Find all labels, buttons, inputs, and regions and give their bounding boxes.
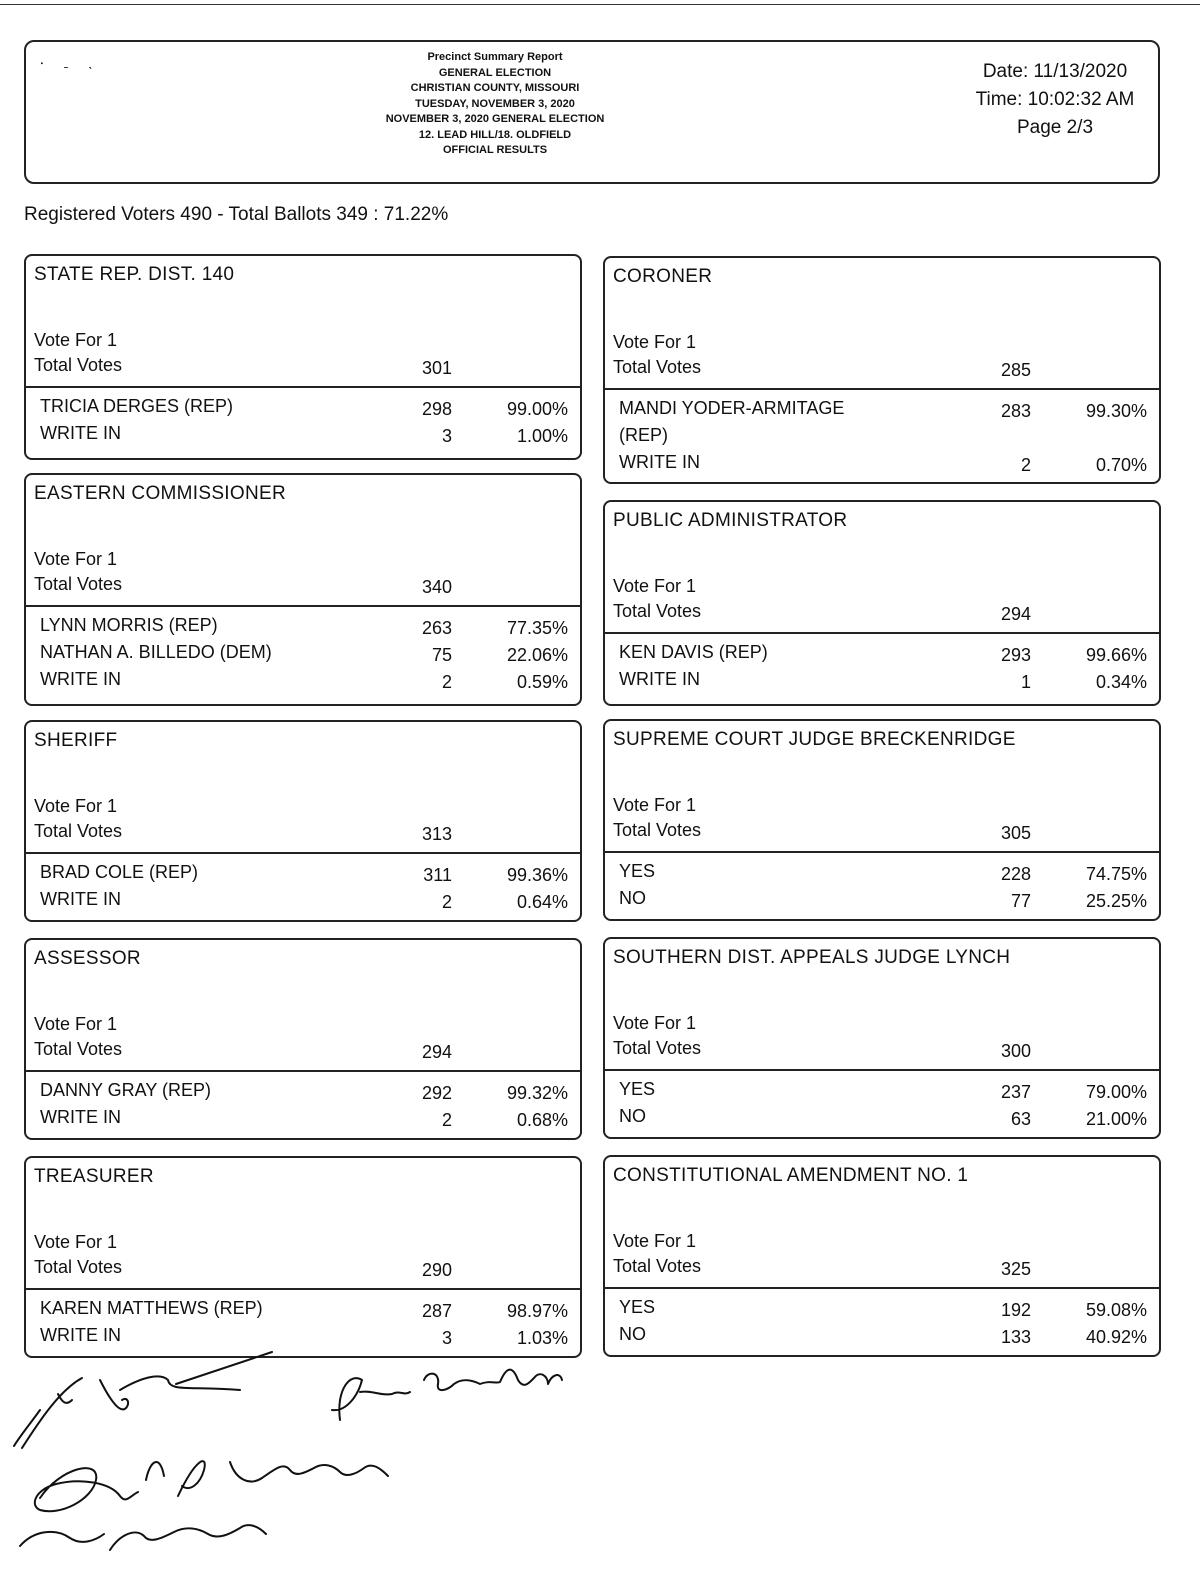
total-votes-label: Total Votes (613, 601, 702, 621)
signatures (0, 1350, 620, 1574)
contest-divider (605, 851, 1159, 853)
total-votes-value: 294 (421, 1042, 452, 1062)
report-precinct: 12. LEAD HILL/18. OLDFIELD (418, 128, 572, 141)
candidate-row (619, 1324, 1147, 1350)
candidate-percent: 74.75% (1085, 864, 1147, 884)
contest-divider (26, 1070, 580, 1072)
candidate-percent: 99.00% (506, 399, 568, 419)
candidate-votes: 228 (1000, 864, 1031, 884)
candidate-name: WRITE IN (619, 452, 700, 472)
candidate-percent: 99.32% (506, 1083, 568, 1103)
candidate-row (40, 1080, 568, 1106)
candidate-percent: 99.66% (1085, 645, 1147, 665)
candidate-row (619, 425, 1147, 451)
candidate-row (619, 669, 1147, 695)
candidate-votes: 77 (1010, 891, 1031, 911)
report-status: OFFICIAL RESULTS (442, 144, 548, 156)
total-votes-label: Total Votes (34, 821, 123, 841)
candidate-row (40, 669, 568, 695)
candidate-row (40, 862, 568, 888)
total-votes-label: Total Votes (34, 1039, 123, 1059)
candidate-name: DANNY GRAY (REP) (40, 1080, 212, 1100)
candidate-votes: 287 (421, 1301, 452, 1321)
candidate-row (619, 398, 1147, 424)
contest-box (603, 500, 1161, 706)
candidate-votes: 1 (1020, 672, 1031, 692)
contest-divider (26, 605, 580, 607)
report-title-block (330, 50, 660, 159)
total-votes-label: Total Votes (613, 1256, 702, 1276)
candidate-name: LYNN MORRIS (REP) (40, 615, 218, 635)
contest-divider (605, 388, 1159, 390)
candidate-percent: 0.34% (1095, 672, 1147, 692)
candidate-percent: 0.68% (516, 1110, 568, 1130)
contest-box (603, 256, 1161, 484)
contest-title: PUBLIC ADMINISTRATOR (613, 510, 848, 531)
contest-box (603, 1155, 1161, 1357)
candidate-row (40, 1298, 568, 1324)
candidate-votes: 2 (441, 672, 452, 692)
candidate-row (40, 423, 568, 449)
signature-2 (332, 1370, 562, 1420)
report-date: Date: 11/13/2020 (982, 61, 1128, 82)
candidate-name: YES (619, 1297, 656, 1317)
candidate-name: NATHAN A. BILLEDO (DEM) (40, 642, 272, 662)
candidate-row (619, 861, 1147, 887)
candidate-votes: 263 (421, 618, 452, 638)
candidate-row (619, 1297, 1147, 1323)
contest-title: STATE REP. DIST. 140 (34, 264, 235, 285)
vote-for-label: Vote For 1 (613, 576, 697, 596)
candidate-percent: 98.97% (506, 1301, 568, 1321)
candidate-votes: 192 (1000, 1300, 1031, 1320)
candidate-name: MANDI YODER-ARMITAGE (619, 398, 845, 418)
contest-title: SOUTHERN DIST. APPEALS JUDGE LYNCH (613, 947, 1011, 968)
total-votes-value: 300 (1000, 1041, 1031, 1061)
vote-for-label: Vote For 1 (34, 549, 118, 569)
total-votes-label: Total Votes (613, 1038, 702, 1058)
candidate-percent: 0.64% (516, 892, 568, 912)
candidate-percent: 99.30% (1085, 401, 1147, 421)
vote-for-label: Vote For 1 (34, 330, 118, 350)
candidate-name: YES (619, 1079, 656, 1099)
candidate-votes: 75 (431, 645, 452, 665)
candidate-votes: 311 (423, 865, 452, 885)
candidate-votes: 3 (441, 426, 452, 446)
contest-divider (26, 386, 580, 388)
contest-box (24, 254, 582, 460)
candidate-row (619, 1106, 1147, 1132)
contest-box (24, 720, 582, 922)
contest-box (603, 719, 1161, 921)
candidate-name: YES (619, 861, 656, 881)
contest-box (24, 1156, 582, 1358)
total-votes-label: Total Votes (34, 355, 123, 375)
vote-for-label: Vote For 1 (34, 796, 118, 816)
signature-3 (35, 1461, 388, 1511)
signature-1 (14, 1352, 272, 1448)
candidate-name: WRITE IN (40, 1325, 121, 1345)
candidate-percent: 99.36% (506, 865, 568, 885)
candidate-name: KEN DAVIS (REP) (619, 642, 768, 662)
candidate-votes: 293 (1000, 645, 1031, 665)
candidate-percent: 25.25% (1085, 891, 1147, 911)
total-votes-value: 313 (421, 824, 452, 844)
vote-for-label: Vote For 1 (613, 795, 697, 815)
candidate-votes: 2 (441, 892, 452, 912)
contest-divider (605, 1287, 1159, 1289)
candidate-name: WRITE IN (40, 889, 121, 909)
candidate-votes: 63 (1010, 1109, 1031, 1129)
contest-divider (605, 1069, 1159, 1071)
report-county: CHRISTIAN COUNTY, MISSOURI (410, 82, 580, 94)
candidate-percent: 40.92% (1085, 1327, 1147, 1347)
contest-box (603, 937, 1161, 1139)
candidate-row (619, 888, 1147, 914)
registration-summary: Registered Voters 490 - Total Ballots 349 : 71.22% (24, 204, 449, 225)
contest-title: CORONER (613, 266, 713, 287)
vote-for-label: Vote For 1 (613, 1231, 697, 1251)
candidate-name: TRICIA DERGES (REP) (40, 396, 234, 416)
candidate-name: WRITE IN (40, 669, 121, 689)
total-votes-label: Total Votes (613, 820, 702, 840)
report-title: Precinct Summary Report (427, 51, 563, 63)
report-page: Page 2/3 (1016, 117, 1094, 138)
total-votes-value: 301 (421, 358, 452, 378)
candidate-row (40, 615, 568, 641)
candidate-percent: 21.00% (1085, 1109, 1147, 1129)
total-votes-value: 285 (1000, 360, 1031, 380)
candidate-row (619, 1079, 1147, 1105)
report-election-name: NOVEMBER 3, 2020 GENERAL ELECTION (385, 113, 605, 125)
total-votes-label: Total Votes (34, 574, 123, 594)
contest-title: SHERIFF (34, 730, 118, 751)
candidate-name: WRITE IN (40, 423, 121, 443)
total-votes-value: 325 (1000, 1259, 1031, 1279)
candidate-votes: 237 (1000, 1082, 1031, 1102)
top-rule (0, 4, 1200, 5)
vote-for-label: Vote For 1 (34, 1232, 118, 1252)
candidate-name: NO (619, 1106, 646, 1126)
total-votes-value: 340 (421, 577, 452, 597)
candidate-votes: 2 (1020, 455, 1031, 475)
total-votes-value: 294 (1000, 604, 1031, 624)
candidate-votes: 298 (421, 399, 452, 419)
candidate-name: BRAD COLE (REP) (40, 862, 199, 882)
candidate-votes: 133 (1000, 1327, 1031, 1347)
candidate-percent: 1.03% (516, 1328, 568, 1348)
signature-4 (20, 1525, 266, 1550)
report-election-date: TUESDAY, NOVEMBER 3, 2020 (415, 97, 575, 110)
candidate-votes: 3 (441, 1328, 452, 1348)
candidate-name: NO (619, 1324, 646, 1344)
candidate-votes: 283 (1000, 401, 1031, 421)
candidate-percent: 59.08% (1085, 1300, 1147, 1320)
contest-divider (26, 852, 580, 854)
candidate-row (40, 1107, 568, 1133)
candidate-votes: 292 (421, 1083, 452, 1103)
candidate-name: (REP) (619, 425, 668, 445)
candidate-percent: 1.00% (516, 426, 568, 446)
candidate-row (40, 642, 568, 668)
candidate-row (40, 396, 568, 422)
contest-divider (26, 1288, 580, 1290)
vote-for-label: Vote For 1 (613, 332, 697, 352)
vote-for-label: Vote For 1 (34, 1014, 118, 1034)
candidate-name: NO (619, 888, 646, 908)
candidate-name: WRITE IN (619, 669, 700, 689)
candidate-percent: 0.70% (1095, 455, 1147, 475)
total-votes-label: Total Votes (613, 357, 702, 377)
total-votes-value: 305 (1000, 823, 1031, 843)
contest-title: ASSESSOR (34, 948, 141, 969)
candidate-percent: 0.59% (516, 672, 568, 692)
report-subtitle: GENERAL ELECTION (438, 66, 552, 79)
candidate-row (619, 642, 1147, 668)
candidate-name: WRITE IN (40, 1107, 121, 1127)
candidate-name: KAREN MATTHEWS (REP) (40, 1298, 263, 1318)
candidate-row (40, 889, 568, 915)
contest-box (24, 938, 582, 1140)
contest-box (24, 473, 582, 706)
vote-for-label: Vote For 1 (613, 1013, 697, 1033)
candidate-votes: 2 (441, 1110, 452, 1130)
contest-title: CONSTITUTIONAL AMENDMENT NO. 1 (613, 1165, 969, 1186)
report-time: Time: 10:02:32 AM (975, 89, 1135, 110)
candidate-percent: 22.06% (506, 645, 568, 665)
total-votes-label: Total Votes (34, 1257, 123, 1277)
header-marks: ⸳ ˍ ˎ (40, 53, 101, 69)
contest-divider (605, 632, 1159, 634)
candidate-row (40, 1325, 568, 1351)
candidate-percent: 79.00% (1085, 1082, 1147, 1102)
candidate-percent: 77.35% (506, 618, 568, 638)
candidate-row (619, 452, 1147, 478)
contest-title: TREASURER (34, 1166, 154, 1187)
contest-title: EASTERN COMMISSIONER (34, 483, 286, 504)
contest-title: SUPREME COURT JUDGE BRECKENRIDGE (613, 729, 1016, 750)
report-meta (960, 58, 1150, 142)
total-votes-value: 290 (421, 1260, 452, 1280)
